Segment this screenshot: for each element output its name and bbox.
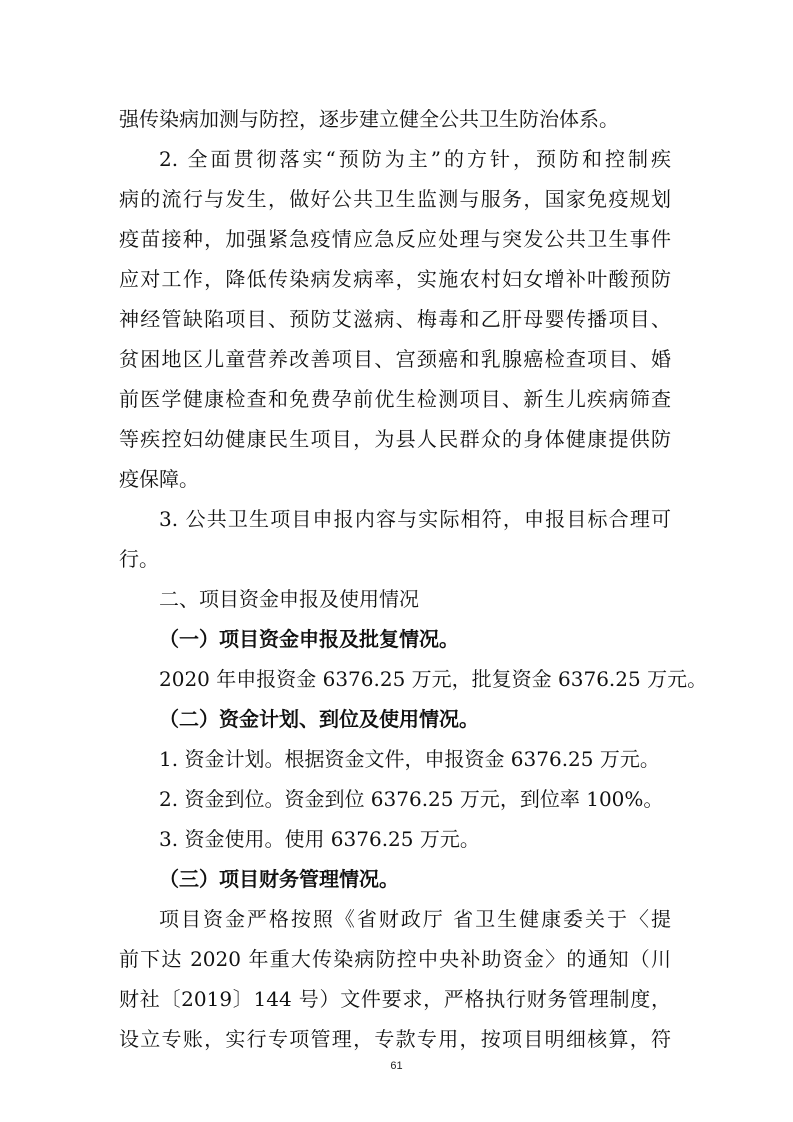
- text-line-11: 3. 公共卫生项目申报内容与实际相符，申报目标合理可: [159, 507, 671, 531]
- text-line-21: 项目资金严格按照《省财政厅 省卫生健康委关于〈提: [159, 907, 671, 931]
- text-line-8: 前医学健康检查和免费孕前优生检测项目、新生儿疾病筛查: [119, 387, 671, 411]
- text-line-10: 疫保障。: [119, 467, 199, 491]
- text-line-9: 等疾控妇幼健康民生项目，为县人民群众的身体健康提供防: [119, 427, 671, 451]
- text-line-2: 2. 全面贯彻落实“预防为主”的方针，预防和控制疾: [159, 147, 671, 171]
- text-line-6: 神经管缺陷项目、预防艾滋病、梅毒和乙肝母婴传播项目、: [119, 307, 671, 331]
- subheading-2: （二）资金计划、到位及使用情况。: [159, 707, 479, 731]
- text-line-18: 2. 资金到位。资金到位 6376.25 万元，到位率 100%。: [159, 787, 664, 811]
- text-line-3: 病的流行与发生，做好公共卫生监测与服务，国家免疫规划: [119, 187, 671, 211]
- text-line-19: 3. 资金使用。使用 6376.25 万元。: [159, 827, 480, 851]
- text-line-12: 行。: [119, 547, 159, 571]
- text-line-24: 设立专账，实行专项管理，专款专用，按项目明细核算，符: [119, 1027, 671, 1051]
- subheading-1: （一）项目资金申报及批复情况。: [159, 627, 459, 651]
- page-number: 61: [390, 1060, 403, 1072]
- subheading-3: （三）项目财务管理情况。: [159, 867, 399, 891]
- text-line-1: 强传染病加测与防控，逐步建立健全公共卫生防治体系。: [119, 107, 619, 131]
- text-line-17: 1. 资金计划。根据资金文件，申报资金 6376.25 万元。: [159, 747, 660, 771]
- text-line-4: 疫苗接种，加强紧急疫情应急反应处理与突发公共卫生事件: [119, 227, 671, 251]
- text-line-15: 2020 年申报资金 6376.25 万元，批复资金 6376.25 万元。: [159, 667, 708, 691]
- section-heading-2: 二、项目资金申报及使用情况: [159, 587, 419, 611]
- text-line-22: 前下达 2020 年重大传染病防控中央补助资金〉的通知（川: [119, 947, 671, 971]
- text-line-23: 财社〔2019〕144 号）文件要求，严格执行财务管理制度，: [119, 987, 671, 1011]
- text-line-7: 贫困地区儿童营养改善项目、宫颈癌和乳腺癌检查项目、婚: [119, 347, 671, 371]
- text-line-5: 应对工作，降低传染病发病率，实施农村妇女增补叶酸预防: [119, 267, 671, 291]
